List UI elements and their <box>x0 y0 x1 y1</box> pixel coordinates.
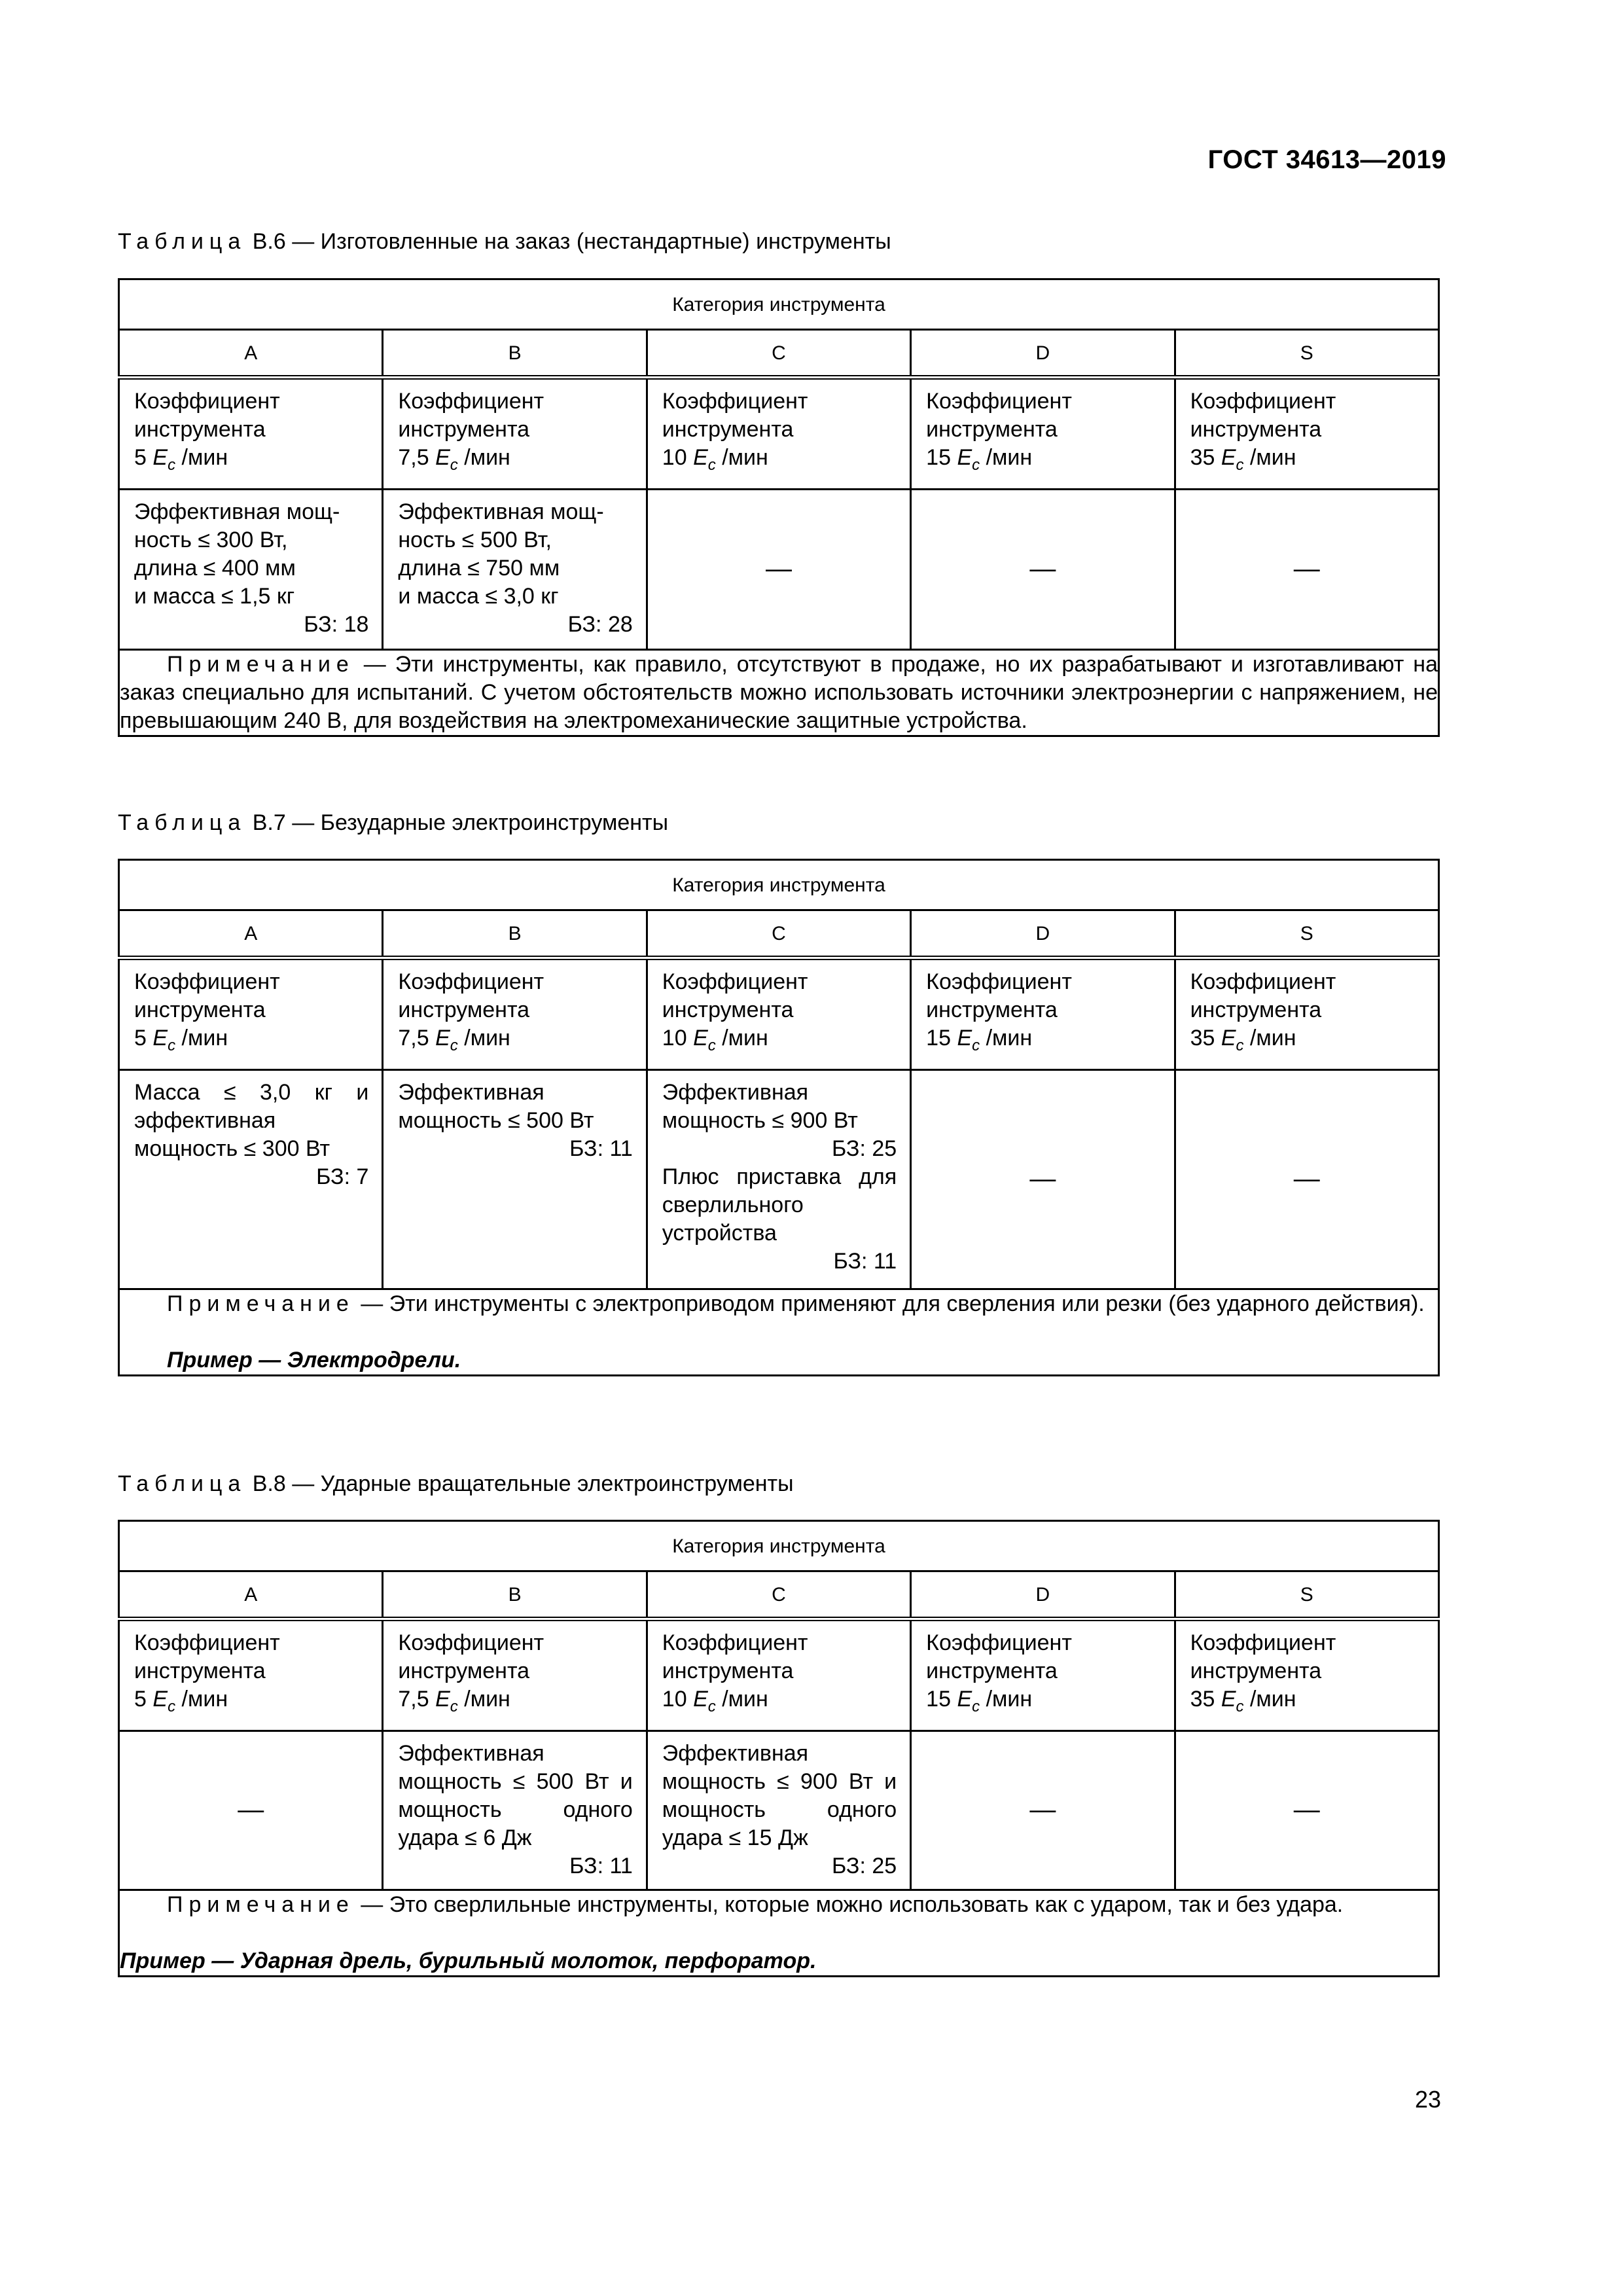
note-label: Примечание <box>167 1291 355 1316</box>
coef-label: Коэффициент <box>1190 969 1336 994</box>
coefficient-cell <box>647 1619 910 1731</box>
condition-text: Эффективная мощность ≤ 900 Вт и мощность одного удара ≤ 15 Дж <box>662 1740 897 1850</box>
coef-label: Коэффициент <box>926 1630 1072 1655</box>
note-text: — Это сверлильные инструменты, которые можно использовать как с ударом, так и без удара. <box>354 1892 1344 1917</box>
coef-label: инструмента <box>662 417 794 442</box>
condition-cell <box>383 1069 647 1289</box>
coef-label: Коэффициент <box>134 389 280 414</box>
document-header: ГОСТ 34613—2019 <box>1207 145 1446 174</box>
bz-label: БЗ: 11 <box>569 1136 633 1161</box>
table-b8 <box>118 1520 1440 1977</box>
bz-label: БЗ: 25 <box>831 1136 897 1161</box>
bz-label: БЗ: 11 <box>833 1248 897 1274</box>
category-letter: S <box>1175 910 1438 958</box>
coefficient-cell <box>647 378 910 490</box>
category-letter: D <box>911 330 1175 378</box>
condition-line: длина ≤ 750 мм <box>398 555 560 581</box>
coefficient-cell <box>119 1619 383 1731</box>
coefficient-cell <box>383 378 647 490</box>
category-letter: B <box>383 910 647 958</box>
caption-title: В.8 — Ударные вращательные электроинструменты <box>246 1471 794 1496</box>
dash-cell: — <box>1175 1731 1438 1890</box>
coef-label: Коэффициент <box>1190 389 1336 414</box>
table-b7 <box>118 859 1440 1376</box>
dash-cell: — <box>911 1069 1175 1289</box>
coef-label: Коэффициент <box>398 969 544 994</box>
condition-text: Эффективная мощность ≤ 900 Вт <box>662 1079 858 1133</box>
dash-cell: — <box>119 1731 383 1890</box>
coefficient-cell <box>1175 1619 1438 1731</box>
category-letter: A <box>119 330 383 378</box>
condition-cell <box>383 1731 647 1890</box>
condition-line: ность ≤ 500 Вт, <box>398 527 552 552</box>
coef-label: инструмента <box>134 997 266 1022</box>
coef-value: 10 $E_c$ /мин <box>662 445 768 474</box>
coefficient-cell <box>119 958 383 1070</box>
table-caption <box>118 1471 794 1497</box>
page-number: 23 <box>1414 2086 1441 2113</box>
category-letter: B <box>383 1571 647 1619</box>
category-letter: S <box>1175 330 1438 378</box>
coef-label: инструмента <box>662 997 794 1022</box>
coef-value: 5 $E_c$ /мин <box>134 1687 228 1715</box>
coef-label: инструмента <box>134 417 266 442</box>
condition-cell <box>647 1731 910 1890</box>
coef-value: 10 $E_c$ /мин <box>662 1026 768 1054</box>
bz-label: БЗ: 7 <box>316 1164 369 1189</box>
bz-label: БЗ: 18 <box>304 611 369 637</box>
category-letter: A <box>119 910 383 958</box>
dash-cell: — <box>1175 489 1438 649</box>
table-caption <box>118 229 891 255</box>
condition-line: и масса ≤ 3,0 кг <box>398 583 559 609</box>
condition-extra-text: Плюс приставка для сверлильного устройства <box>662 1164 897 1246</box>
category-header: Категория инструмента <box>119 860 1439 910</box>
coef-value: 35 $E_c$ /мин <box>1190 1026 1296 1054</box>
coef-value: 5 $E_c$ /мин <box>134 445 228 474</box>
coef-value: 35 $E_c$ /мин <box>1190 1687 1296 1715</box>
category-letter: D <box>911 1571 1175 1619</box>
coef-value: 7,5 $E_c$ /мин <box>398 1026 510 1054</box>
coef-label: инструмента <box>398 997 530 1022</box>
coef-label: инструмента <box>1190 417 1322 442</box>
condition-text: Масса ≤ 3,0 кг и эффективная мощность ≤ 300 Вт <box>134 1079 369 1161</box>
note-text: — Эти инструменты, как правило, отсутствуют в продаже, но их разрабатывают и изготавливают на заказ специально для испытаний. С учетом обстоятельств можно использовать источники электроэнергии с напряжением, не превышающим 240 В, для воздействия на электромеханические защитные устройства. <box>120 651 1438 733</box>
category-header: Категория инструмента <box>119 1521 1439 1571</box>
condition-line: Эффективная мощ- <box>134 499 340 524</box>
dash-cell: — <box>1175 1069 1438 1289</box>
coef-label: Коэффициент <box>134 1630 280 1655</box>
coef-label: Коэффициент <box>398 389 544 414</box>
coef-label: инструмента <box>662 1659 794 1683</box>
coef-value: 7,5 $E_c$ /мин <box>398 1687 510 1715</box>
coef-value: 10 $E_c$ /мин <box>662 1687 768 1715</box>
coefficient-cell <box>1175 958 1438 1070</box>
condition-text: Эффективная мощность ≤ 500 Вт <box>398 1079 594 1133</box>
note-label: Примечание <box>167 651 355 677</box>
coef-label: инструмента <box>398 417 530 442</box>
condition-cell <box>383 489 647 649</box>
coefficient-cell <box>1175 378 1438 490</box>
bz-label: БЗ: 11 <box>569 1853 633 1878</box>
category-letter: S <box>1175 1571 1438 1619</box>
condition-text: Эффективная мощность ≤ 500 Вт и мощность одного удара ≤ 6 Дж <box>398 1740 633 1850</box>
coefficient-cell <box>119 378 383 490</box>
coef-value: 15 $E_c$ /мин <box>926 1026 1033 1054</box>
condition-cell <box>647 1069 910 1289</box>
coef-label: Коэффициент <box>398 1630 544 1655</box>
coef-label: инструмента <box>926 417 1058 442</box>
coef-label: Коэффициент <box>134 969 280 994</box>
note-text: — Эти инструменты с электроприводом применяют для сверления или резки (без ударного действия). <box>354 1291 1425 1316</box>
coef-label: Коэффициент <box>926 969 1072 994</box>
coefficient-cell <box>911 378 1175 490</box>
coef-label: инструмента <box>926 1659 1058 1683</box>
note-label: Примечание <box>167 1892 355 1917</box>
caption-label: Таблица <box>118 1471 247 1496</box>
coef-label: Коэффициент <box>926 389 1072 414</box>
coef-value: 5 $E_c$ /мин <box>134 1026 228 1054</box>
coef-value: 35 $E_c$ /мин <box>1190 445 1296 474</box>
bz-label: БЗ: 25 <box>831 1853 897 1878</box>
category-letter: C <box>647 1571 910 1619</box>
note-example: Пример — Электродрели. <box>167 1347 461 1372</box>
dash-cell: — <box>911 489 1175 649</box>
coef-value: 7,5 $E_c$ /мин <box>398 445 510 474</box>
condition-line: Эффективная мощ- <box>398 499 604 524</box>
caption-title: В.6 — Изготовленные на заказ (нестандартные) инструменты <box>246 229 891 254</box>
note-example: Пример — Ударная дрель, бурильный молоток, перфоратор. <box>120 1948 817 1973</box>
category-letter: A <box>119 1571 383 1619</box>
coefficient-cell <box>911 1619 1175 1731</box>
category-letter: D <box>911 910 1175 958</box>
coef-label: инструмента <box>1190 997 1322 1022</box>
caption-label: Таблица <box>118 229 247 254</box>
condition-line: длина ≤ 400 мм <box>134 555 296 581</box>
condition-line: и масса ≤ 1,5 кг <box>134 583 295 609</box>
coef-label: Коэффициент <box>662 969 808 994</box>
category-letter: B <box>383 330 647 378</box>
coef-label: инструмента <box>398 1659 530 1683</box>
table-b6 <box>118 278 1440 737</box>
bz-label: БЗ: 28 <box>567 611 633 637</box>
coef-value: 15 $E_c$ /мин <box>926 445 1033 474</box>
table-note <box>119 649 1439 736</box>
condition-cell <box>119 489 383 649</box>
coef-label: Коэффициент <box>662 389 808 414</box>
table-caption <box>118 810 668 836</box>
category-header: Категория инструмента <box>119 279 1439 330</box>
coef-label: Коэффициент <box>1190 1630 1336 1655</box>
category-letter: C <box>647 910 910 958</box>
coef-label: Коэффициент <box>662 1630 808 1655</box>
coef-label: инструмента <box>926 997 1058 1022</box>
condition-line: ность ≤ 300 Вт, <box>134 527 288 552</box>
coefficient-cell <box>911 958 1175 1070</box>
table-note <box>119 1289 1439 1375</box>
table-note <box>119 1890 1439 1976</box>
caption-title: В.7 — Безударные электроинструменты <box>246 810 669 835</box>
coef-value: 15 $E_c$ /мин <box>926 1687 1033 1715</box>
caption-label: Таблица <box>118 810 247 835</box>
coefficient-cell <box>647 958 910 1070</box>
dash-cell: — <box>911 1731 1175 1890</box>
dash-cell: — <box>647 489 910 649</box>
condition-cell <box>119 1069 383 1289</box>
coef-label: инструмента <box>1190 1659 1322 1683</box>
coef-label: инструмента <box>134 1659 266 1683</box>
coefficient-cell <box>383 1619 647 1731</box>
coefficient-cell <box>383 958 647 1070</box>
category-letter: C <box>647 330 910 378</box>
